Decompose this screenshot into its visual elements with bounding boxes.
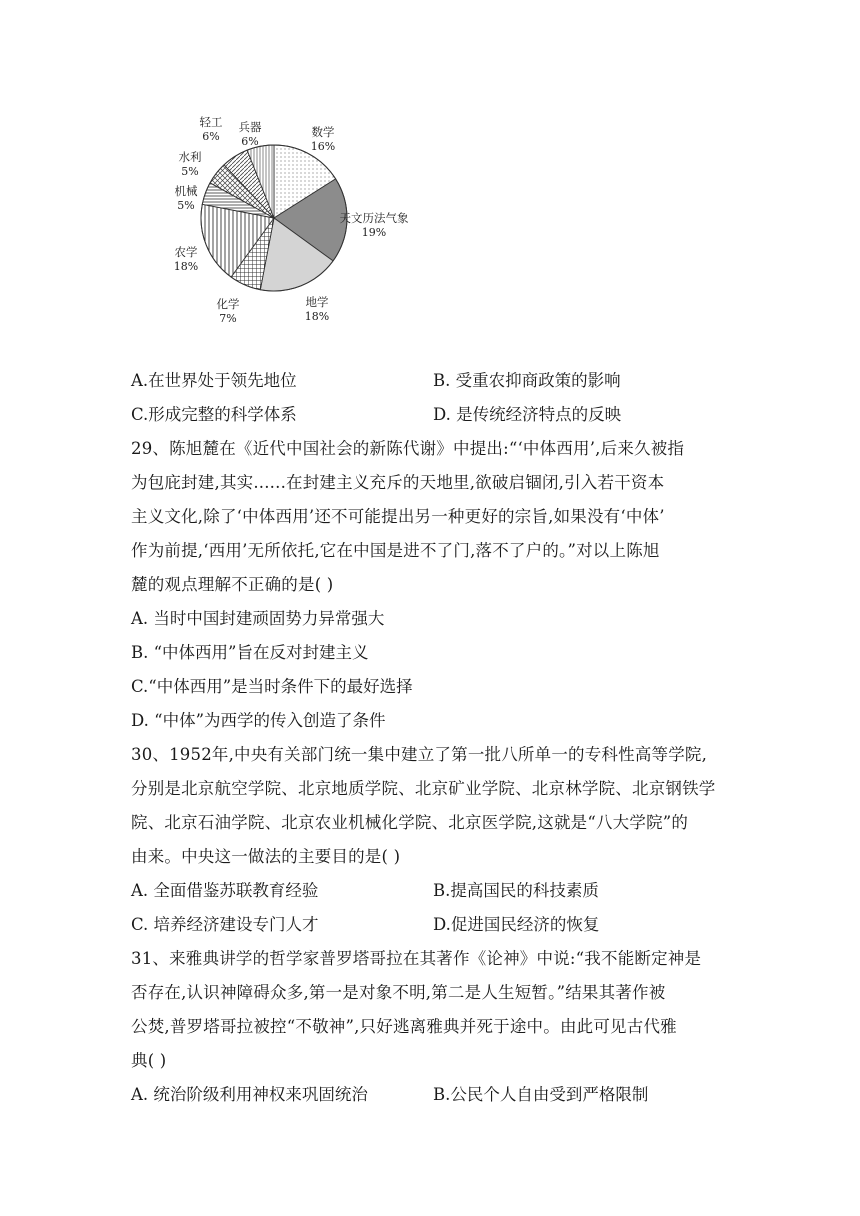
q29-option-a: A. 当时中国封建顽固势力异常强大 bbox=[131, 609, 385, 628]
q31-option-a: A. 统治阶级利用神权来巩固统治 bbox=[131, 1085, 368, 1104]
pie-label-pct: 16% bbox=[310, 140, 336, 153]
q30-option-a: A. 全面借鉴苏联教育经验 bbox=[131, 881, 319, 900]
pie-label-name: 兵器 bbox=[238, 120, 262, 134]
pie-label-name: 机械 bbox=[174, 184, 198, 198]
q31-stem-line: 否存在,认识神障碍众多,第一是对象不明,第二是人生短暂。”结果其著作被 bbox=[131, 983, 666, 1002]
pie-label-name: 化学 bbox=[216, 297, 240, 311]
pie-label-pct: 5% bbox=[181, 165, 199, 178]
q29-stem-line: 麓的观点理解不正确的是( ) bbox=[131, 575, 334, 594]
q29-option-b: B. “中体西用”旨在反对封建主义 bbox=[131, 643, 369, 662]
pie-chart bbox=[160, 108, 460, 333]
pie-label-name: 地学 bbox=[305, 295, 329, 309]
q30-stem-line: 分别是北京航空学院、北京地质学院、北京矿业学院、北京林学院、北京钢铁学 bbox=[131, 779, 716, 798]
q30-stem-line: 院、北京石油学院、北京农业机械化学院、北京医学院,这就是“八大学院”的 bbox=[131, 813, 689, 832]
pie-label-pct: 19% bbox=[361, 226, 387, 239]
q28-option-b: B. 受重农抑商政策的影响 bbox=[433, 371, 621, 390]
q29-stem-line: 29、陈旭麓在《近代中国社会的新陈代谢》中提出:“‘中体西用’,后来久被指 bbox=[131, 439, 685, 458]
pie-label-pct: 7% bbox=[219, 312, 237, 325]
pie-label-pct: 6% bbox=[241, 135, 259, 148]
pie-label-pct: 18% bbox=[304, 310, 330, 323]
q29-stem-line: 主义文化,除了‘中体西用’还不可能提出另一种更好的宗旨,如果没有‘中体’ bbox=[131, 507, 665, 526]
pie-label-name: 数学 bbox=[311, 125, 335, 139]
pie-label-pct: 6% bbox=[202, 130, 220, 143]
q29-stem-line: 为包庇封建,其实......在封建主义充斥的天地里,欲破启锢闭,引入若干资本 bbox=[131, 473, 665, 492]
q30-option-d: D.促进国民经济的恢复 bbox=[433, 915, 600, 934]
pie-label-pct: 18% bbox=[173, 260, 199, 273]
pie-label-name: 水利 bbox=[178, 150, 202, 164]
q30-stem-line: 30、1952年,中央有关部门统一集中建立了第一批八所单一的专科性高等学院, bbox=[131, 745, 708, 764]
q29-stem-line: 作为前提,‘西用’无所依托,它在中国是进不了门,落不了户的。”对以上陈旭 bbox=[131, 541, 660, 560]
q29-option-c: C.“中体西用”是当时条件下的最好选择 bbox=[131, 677, 413, 696]
q28-option-a: A.在世界处于领先地位 bbox=[131, 371, 297, 390]
q28-option-c: C.形成完整的科学体系 bbox=[131, 405, 297, 424]
q30-stem-line: 由来。中央这一做法的主要目的是( ) bbox=[131, 847, 401, 866]
q31-stem-line: 典( ) bbox=[131, 1051, 167, 1070]
pie-label-name: 轻工 bbox=[199, 115, 223, 129]
q29-option-d: D. “中体”为西学的传入创造了条件 bbox=[131, 711, 386, 730]
q31-stem-line: 31、来雅典讲学的哲学家普罗塔哥拉在其著作《论神》中说:“我不能断定神是 bbox=[131, 949, 702, 968]
pie-label-pct: 5% bbox=[177, 199, 195, 212]
q30-option-b: B.提高国民的科技素质 bbox=[433, 881, 599, 900]
q30-option-c: C. 培养经济建设专门人才 bbox=[131, 915, 319, 934]
q31-stem-line: 公焚,普罗塔哥拉被控“不敬神”,只好逃离雅典并死于途中。由此可见古代雅 bbox=[131, 1017, 677, 1036]
pie-label-name: 农学 bbox=[174, 245, 198, 259]
pie-label-name: 天文历法气象 bbox=[339, 211, 409, 225]
q28-option-d: D. 是传统经济特点的反映 bbox=[433, 405, 622, 424]
q31-option-b: B.公民个人自由受到严格限制 bbox=[433, 1085, 649, 1104]
